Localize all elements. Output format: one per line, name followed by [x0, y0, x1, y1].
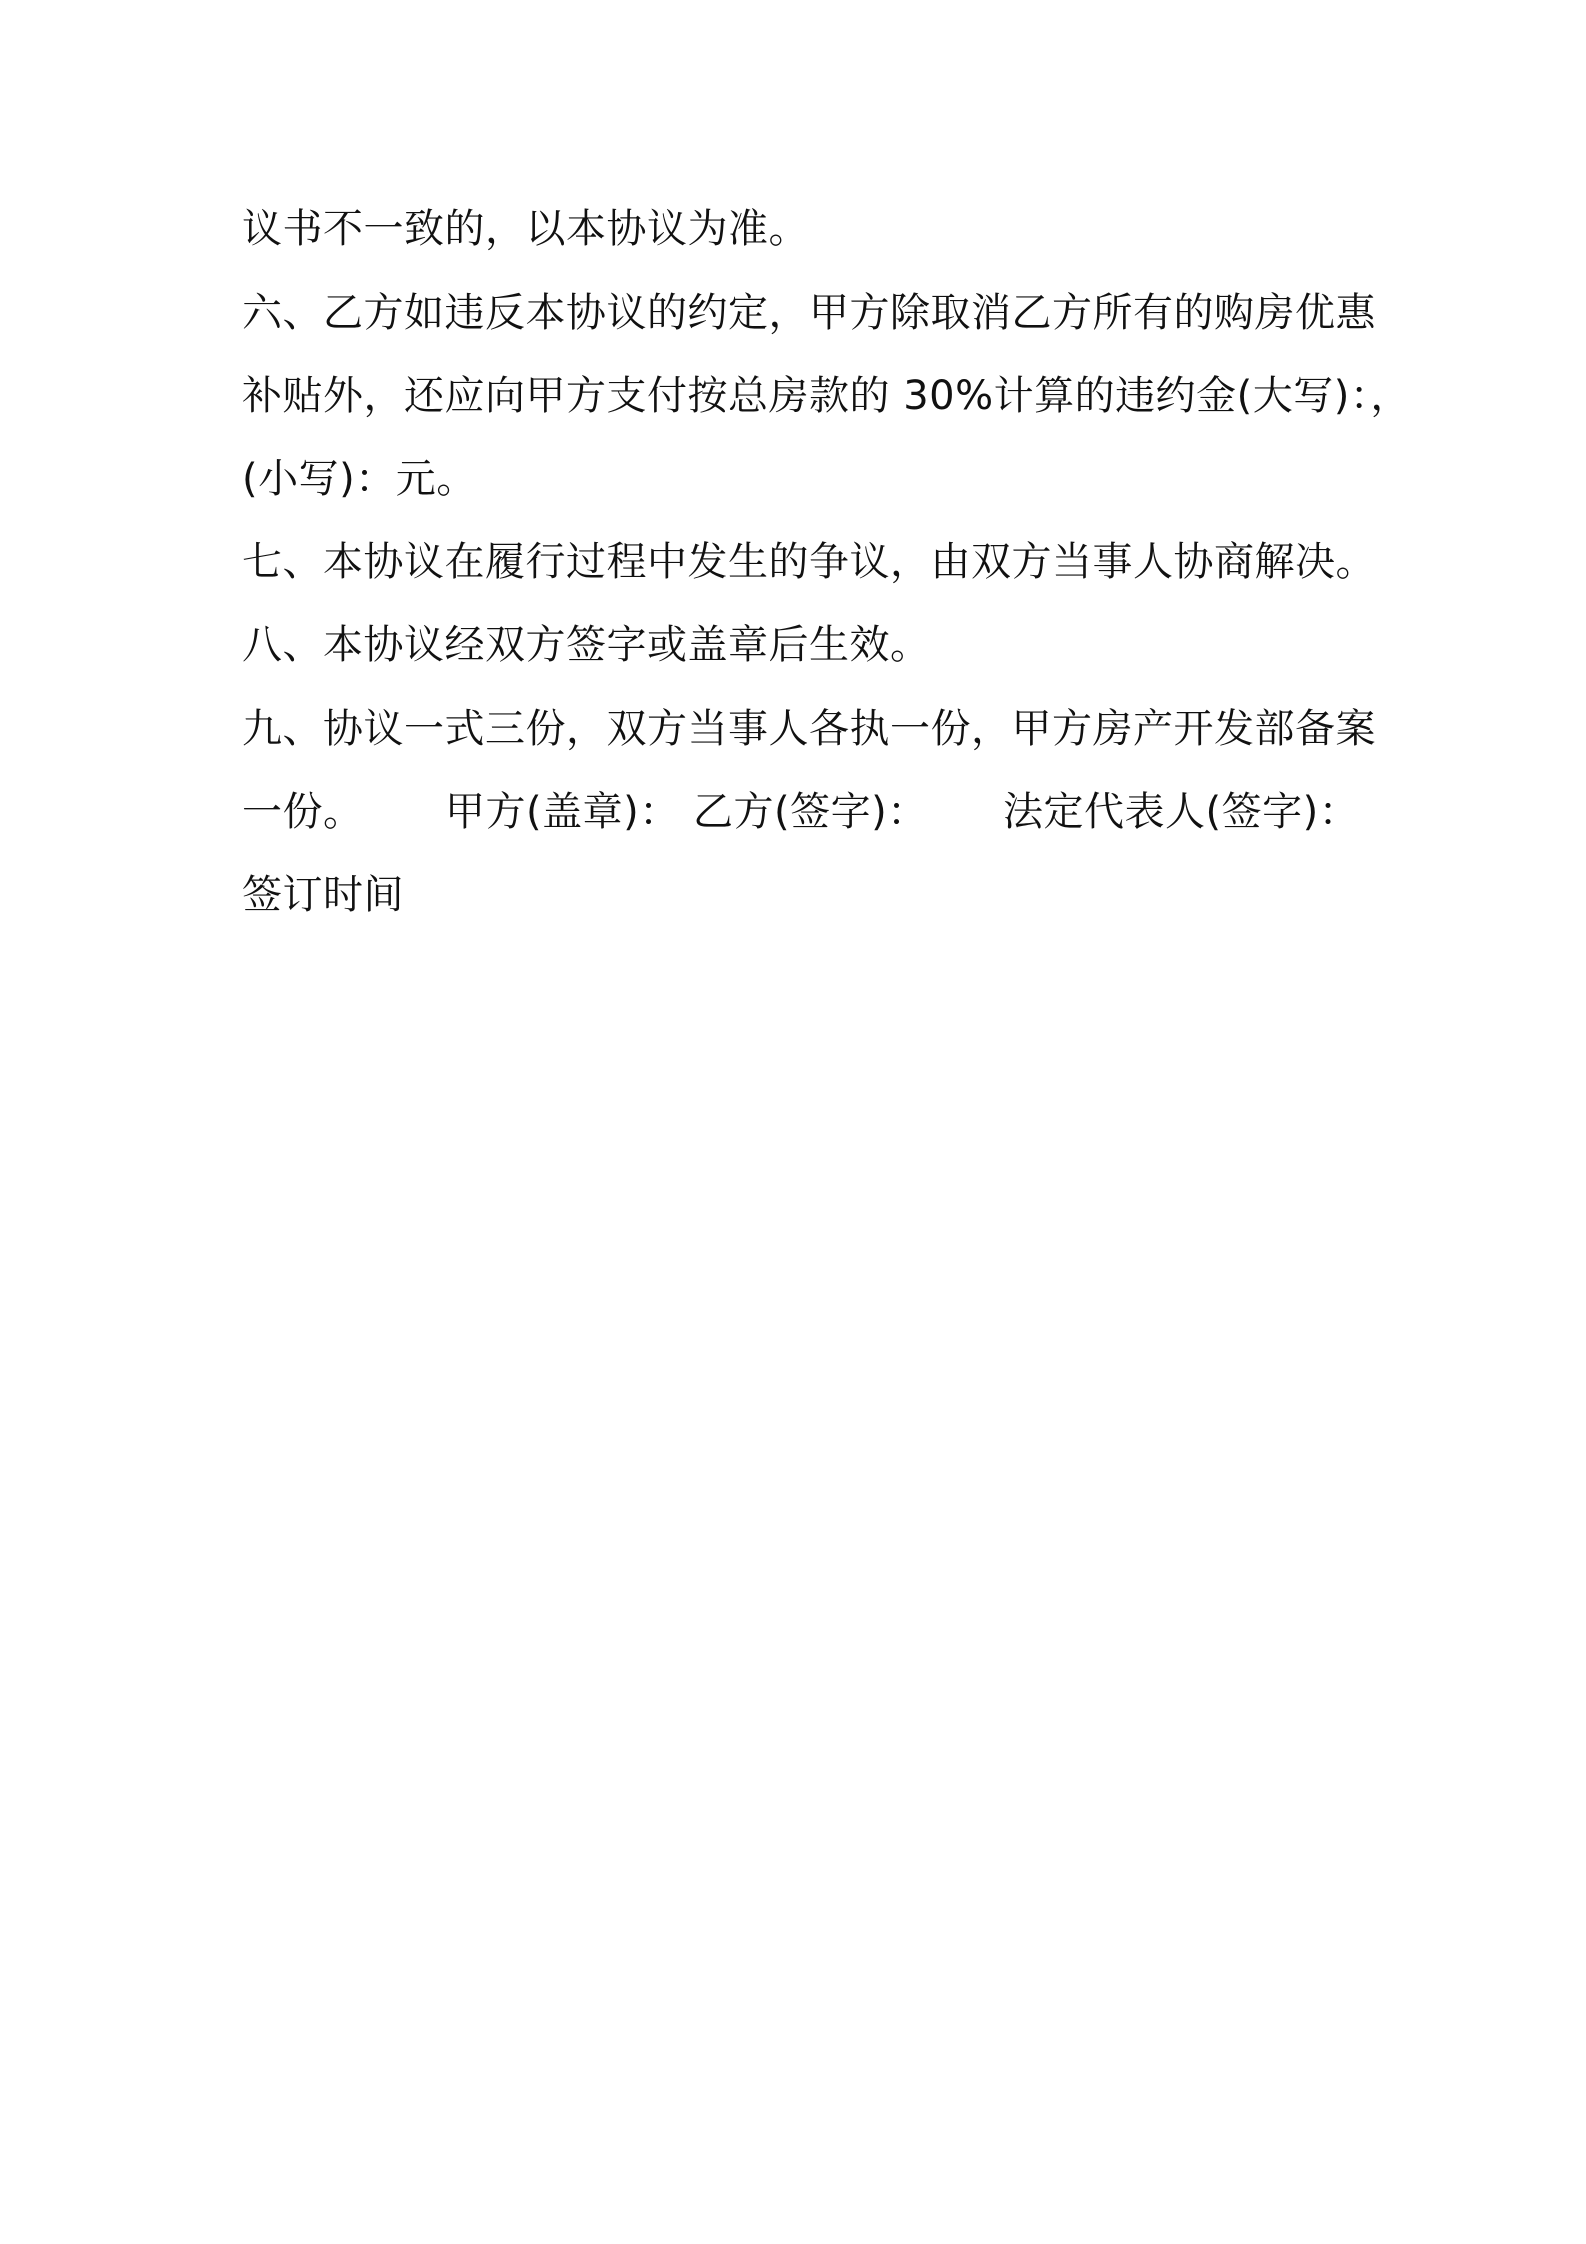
- clause-7: 七、本协议在履行过程中发生的争议，由双方当事人协商解决。: [242, 539, 1376, 585]
- clause-6-line-1: 六、乙方如违反本协议的约定，甲方除取消乙方所有的购房优惠: [242, 290, 1376, 336]
- text-line: 议书不一致的，以本协议为准。: [242, 206, 809, 252]
- legal-representative-signature-label: 法定代表人(签字)：: [1003, 789, 1360, 835]
- party-b-signature-label: 乙方(签字)：: [693, 789, 928, 835]
- sign-time-label: 签订时间: [242, 872, 404, 918]
- clause-8: 八、本协议经双方签字或盖章后生效。: [242, 622, 931, 668]
- clause-6-line-3: (小写)：元。: [242, 456, 477, 502]
- clause-9-line-2: 一份。: [242, 789, 364, 835]
- clause-9-line-1: 九、协议一式三份，双方当事人各执一份，甲方房产开发部备案: [242, 706, 1376, 752]
- party-a-seal-label: 甲方(盖章)：: [445, 789, 680, 835]
- clause-6-line-2: 补贴外，还应向甲方支付按总房款的 30%计算的违约金(大写)：，: [242, 373, 1411, 419]
